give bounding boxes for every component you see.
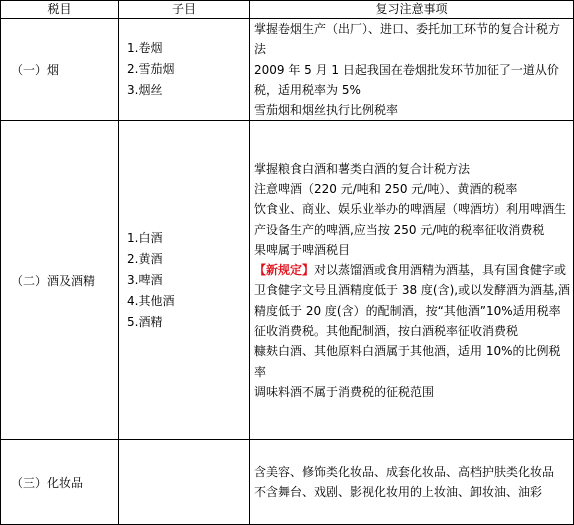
note-line: 不含舞台、戏剧、影视化妆用的上妆油、卸妆油、油彩 — [254, 485, 543, 500]
header-sub-item: 子目 — [119, 1, 250, 19]
category-cell: （二）酒及酒精 — [1, 121, 119, 440]
notes-cell — [250, 440, 574, 525]
header-row — [1, 1, 574, 19]
notes-cell — [250, 121, 574, 440]
sub-item: 3.啤酒 — [127, 272, 163, 287]
sub-item: 5.酒精 — [127, 314, 163, 329]
category-cell: （一）烟 — [1, 19, 119, 121]
note-line: 糠麸白酒、其他原料白酒属于其他酒，适用 10%的比例税率 — [254, 344, 561, 379]
header-tax-item: 税目 — [1, 1, 119, 19]
category-cell: （三）化妆品 — [1, 440, 119, 525]
note-line: 注意啤酒（220 元/吨和 250 元/吨）、黄酒的税率 — [254, 182, 518, 196]
note-line: 饮食业、商业、娱乐业举办的啤酒屋（啤酒坊）利用啤酒生产设备生产的啤酒,应当按 250 元/吨的税率征收消费税 — [254, 202, 567, 237]
header-notes: 复习注意事项 — [250, 1, 574, 19]
sub-item: 1.卷烟 — [127, 41, 163, 56]
table-row-alcohol — [1, 121, 574, 440]
sub-item: 2.雪茄烟 — [127, 62, 175, 77]
note-line: 雪茄烟和烟丝执行比例税率 — [254, 103, 399, 118]
new-rule-tag: 【新规定】 — [254, 263, 315, 278]
note-line: 含美容、修饰类化妆品、成套化妆品、高档护肤类化妆品 — [254, 465, 555, 480]
note-line: 掌握卷烟生产（出厂）、进口、委托加工环节的复合计税方法 — [254, 22, 561, 57]
note-line-new-rule — [254, 260, 571, 341]
table-row-tobacco — [1, 19, 574, 121]
sub-items-cell — [119, 440, 250, 525]
sub-item: 3.烟丝 — [127, 83, 163, 98]
note-line: 调味料酒不属于消费税的征税范围 — [254, 384, 435, 399]
sub-item: 1.白酒 — [127, 230, 163, 245]
note-line: 果啤属于啤酒税目 — [254, 242, 351, 257]
sub-items-cell — [119, 121, 250, 440]
note-text: 对以蒸馏酒或食用酒精为酒基，具有国食健字或卫食健字文号且酒精度低于 38 度(含),或以发酵酒为酒基,酒精度低于 20 度(含）的配制酒，按“其他酒”10%适用税率征收消费税。其他配制酒，按白酒税率征收消费税 — [254, 263, 570, 339]
sub-item: 2.黄酒 — [127, 251, 163, 266]
note-line: 掌握粮食白酒和薯类白酒的复合计税方法 — [254, 161, 471, 176]
sub-item: 4.其他酒 — [127, 293, 175, 308]
notes-cell — [250, 19, 574, 121]
table-row-cosmetics — [1, 440, 574, 525]
sub-items-cell — [119, 19, 250, 121]
note-line: 2009 年 5 月 1 日起我国在卷烟批发环节加征了一道从价税，适用税率为 5% — [254, 62, 559, 97]
